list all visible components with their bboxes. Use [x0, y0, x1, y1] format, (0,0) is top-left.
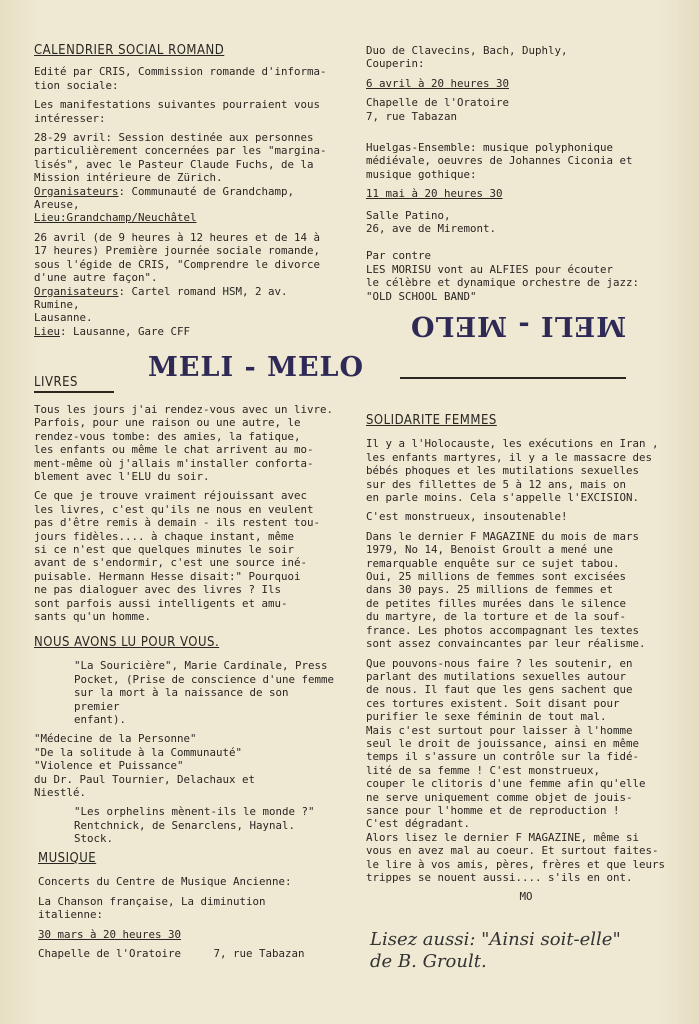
organisateurs-label: Organisateurs	[34, 184, 119, 198]
solidarite-section	[366, 414, 686, 904]
organisateurs-label: Organisateurs	[34, 284, 119, 298]
solidarite-title: SOLIDARITE FEMMES	[366, 413, 497, 428]
calendrier-lieu-2	[34, 325, 334, 338]
meli-melo-logo-inverted: MELI - MELO	[410, 310, 627, 341]
musique-date-3: 11 mai à 20 heures 30	[366, 187, 503, 201]
musique-date-2: 6 avril à 20 heures 30	[366, 76, 510, 90]
solidarite-signature: MO	[519, 890, 533, 904]
musique-place-3: Salle Patino, 26, ave de Miremont.	[366, 208, 497, 236]
livres-paragraph-1: Tous les jours j'ai rendez-vous avec un livre. Parfois, pour une raison ou une autre, le rendez-vous tombe: des amies, la fatique, les enfants ou même le chat arrivent au mo- ment-même où j'allais m'installer conforta- blement avec l'ELU du soir.	[34, 402, 334, 483]
livres-title: LIVRES	[34, 375, 78, 390]
calendrier-lead: Les manifestations suivantes pourraient vous intéresser:	[34, 98, 321, 125]
calendrier-event-2: 26 avril (de 9 heures à 12 heures et de 14 à 17 heures) Première journée sociale romande, sous l'égide de CRIS, "Comprendre le divorce d'une autre façon".	[34, 230, 321, 285]
lieu-text: :Grandchamp/Neuchâtel	[60, 211, 197, 225]
musique-title: MUSIQUE	[38, 851, 97, 866]
calendrier-organisateurs-2-line2: Lausanne.	[34, 311, 93, 325]
lu-book-1: "La Souricière", Marie Cardinale, Press Pocket, (Prise de conscience d'une femme sur la mort à la naissance de son premier enfant).	[74, 659, 335, 727]
musique-place-2: Chapelle de l'Oratoire 7, rue Tabazan	[366, 96, 510, 123]
handwritten-note: Lisez aussi: "Ainsi soit-elle" de B. Groult.	[370, 929, 621, 972]
calendrier-section	[34, 44, 334, 338]
calendrier-organisateurs-2	[34, 285, 334, 312]
lu-section	[34, 636, 334, 852]
musique-concert-2: Duo de Clavecins, Bach, Duphly, Couperin:	[366, 44, 568, 71]
livres-paragraph-2: Ce que je trouve vraiment réjouissant avec les livres, c'est qu'ils ne nous en veulent pas d'être remis à demain - ils restent tou- jours fidèles.... à chaque instant, même si ce n'est que quelques minutes le soir avant de s'endormir, c'est une source iné- puisable. Hermann Hesse disait:" Pourquoi ne pas dialoguer avec des livres ? Ils sont parfois aussi intelligents et amu- sants qu'un homme.	[34, 489, 321, 623]
calendrier-intro: Edité par CRIS, Commission romande d'informa- tion sociale:	[34, 65, 327, 92]
lieu-label: Lieu	[34, 211, 61, 225]
musique-concert-3: Huelgas-Ensemble: musique polyphonique médiévale, oeuvres de Johannes Ciconia et musique gothique:	[366, 141, 633, 181]
organisateurs-text: : Cartel romand HSM, 2 av. Rumine,	[34, 284, 288, 311]
calendrier-organisateurs-1	[34, 185, 334, 212]
calendrier-lieu-1	[34, 211, 334, 224]
musique-date-1: 30 mars à 20 heures 30	[38, 927, 182, 941]
solidarite-paragraph-1: Il y a l'Holocauste, les exécutions en Iran , les enfants martyres, il y a le massacre des bébés phoques et les mutilations sexuelles sur des fillettes de 5 à 12 ans, mais on en parle moins. Cela s'appelle l'EXCISION.	[366, 437, 659, 505]
meli-melo-logo: MELI - MELO	[148, 352, 365, 383]
musique-concert-1: La Chanson française, La diminution italienne:	[38, 894, 266, 922]
lu-title: NOUS AVONS LU POUR VOUS.	[34, 635, 220, 650]
musique-intro: Concerts du Centre de Musique Ancienne:	[38, 875, 292, 889]
musique-place-1: Chapelle de l'Oratoire 7, rue Tabazan	[38, 947, 305, 961]
lieu-label: Lieu	[34, 324, 61, 338]
lu-book-2: "Médecine de la Personne" "De la solitude à la Communauté" "Violence et Puissance" du Dr. Paul Tournier, Delachaux et Niestlé.	[34, 732, 256, 800]
organisateurs-text: : Communauté de Grandchamp, Areuse,	[34, 184, 295, 212]
section-divider	[400, 377, 626, 379]
solidarite-paragraph-3: Dans le dernier F MAGAZINE du mois de mars 1979, No 14, Benoist Groult a mené une remarquable enquête sur ce sujet tabou. Oui, 25 millions de femmes sont excisées dans 30 pays. 25 millions de femmes et de petites filles murées dans le silence du martyre, de la torture et de la souf- france. Les photos accompagnant les textes sont assez convaincantes par leur réalisme.	[366, 529, 646, 651]
calendrier-title: CALENDRIER SOCIAL ROMAND	[34, 43, 225, 58]
livres-title-rule	[34, 391, 114, 393]
lieu-text: : Lausanne, Gare CFF	[60, 324, 191, 338]
calendrier-event-1: 28-29 avril: Session destinée aux personnes particulièrement concernées par les "margina- lisés", avec le Pasteur Claude Fuchs, de la Mission intérieure de Zürich.	[34, 131, 327, 185]
solidarite-paragraph-4: Que pouvons-nous faire ? les soutenir, en parlant des mutilations sexuelles autour de nous. Il faut que les gens sachent que ces tortures existent. Soit disant pour purifier le sexe féminin de tout mal. Mais c'est surtout pour laisser à l'homme seul le droit de jouissance, ainsi en même temps il s'assure un contrôle sur la fidé- lité de sa femme ! C'est monstrueux, couper le clitoris d'une femme afin qu'elle ne serve uniquement comme objet de jouis- sance pour l'homme et de reproduction ! C'est dégradant. Alors lisez le dernier F MAGAZINE, même si vous en avez mal au coeur. Et surtout faites- le lire à vos amis, pères, frères et que leurs trippes se nouent aussi.... s'ils en ont.	[366, 656, 666, 884]
musique-jazz: Par contre LES MORISU vont au ALFIES pour écouter le célèbre et dynamique orchestre de jazz: "OLD SCHOOL BAND"	[366, 249, 640, 303]
musique-section	[38, 852, 338, 960]
musique-continued	[366, 44, 676, 309]
lu-book-3: "Les orphelins mènent-ils le monde ?" Rentchnick, de Senarclens, Haynal. Stock.	[74, 805, 315, 846]
solidarite-paragraph-2: C'est monstrueux, insoutenable!	[366, 510, 568, 524]
livres-section	[34, 376, 334, 629]
